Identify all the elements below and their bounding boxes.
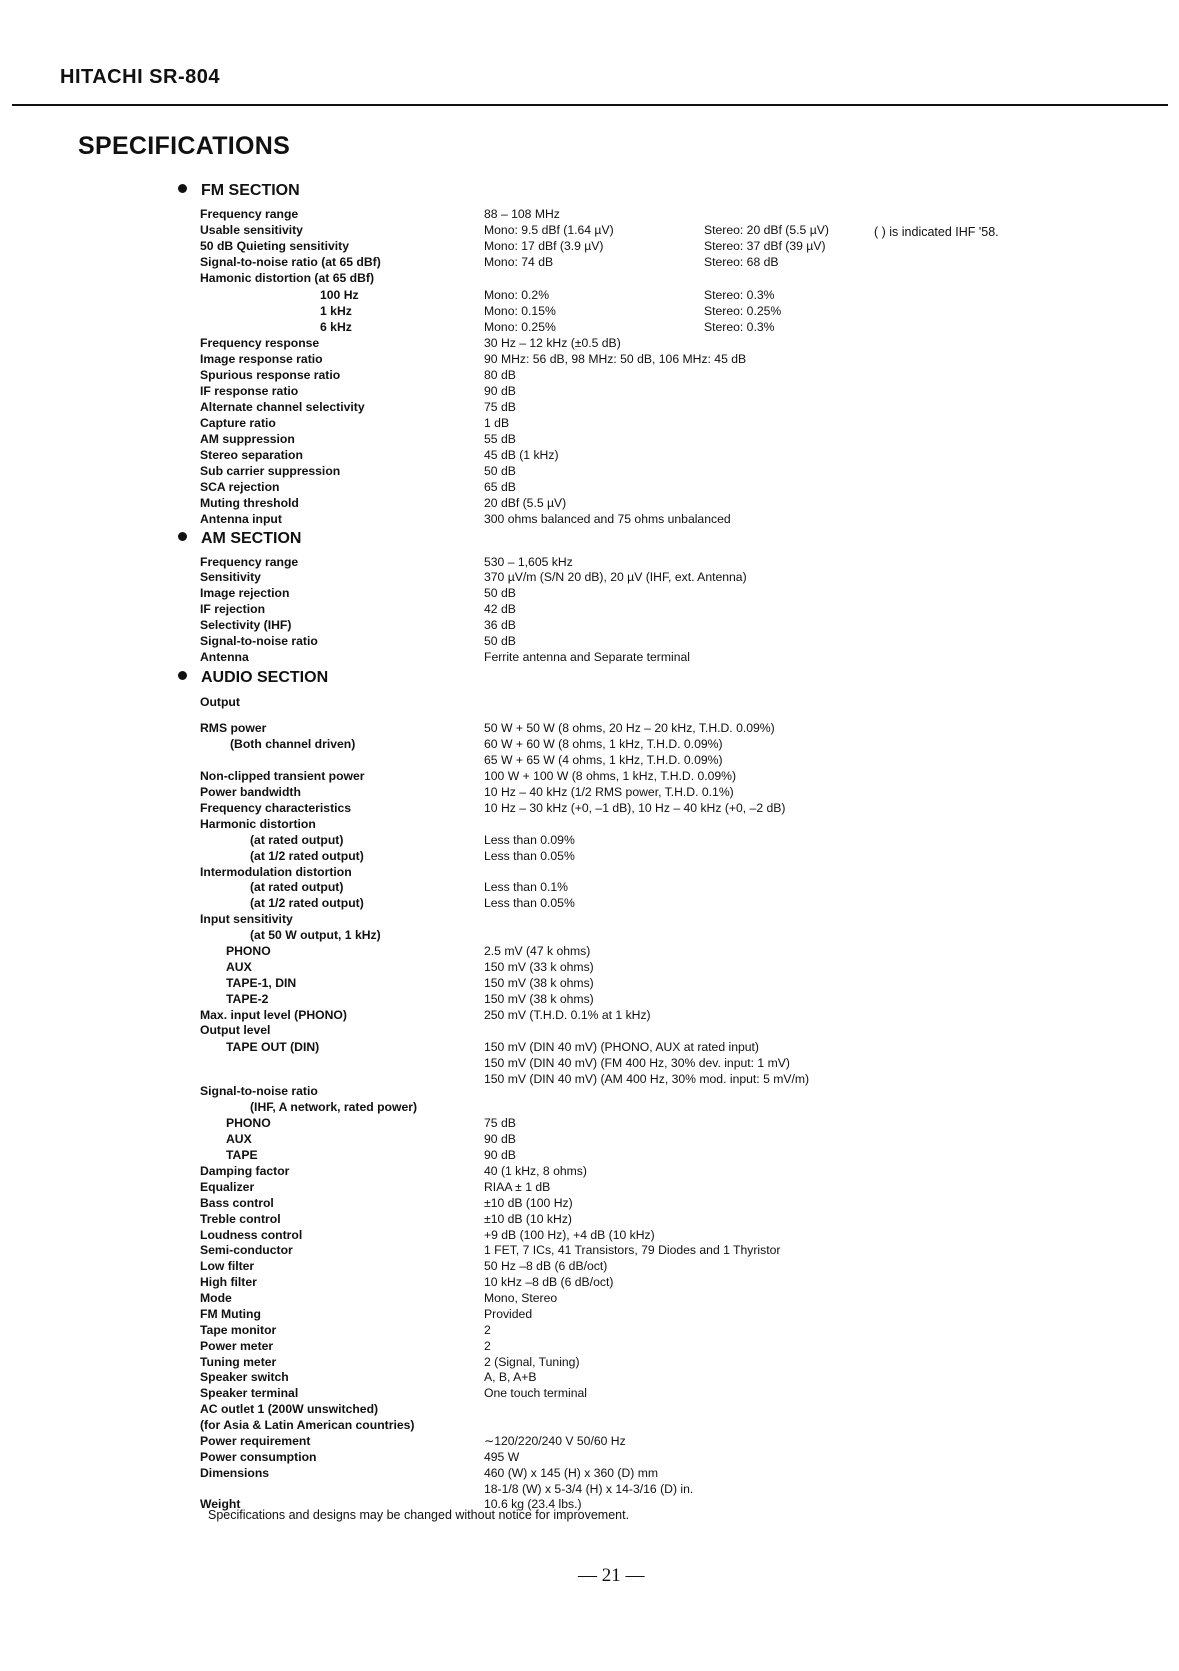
spec-label: Muting threshold <box>200 496 299 510</box>
spec-label: Mode <box>200 1291 232 1305</box>
bullet-icon <box>178 184 187 193</box>
spec-label: Sub carrier suppression <box>200 464 341 478</box>
spec-label: AM suppression <box>200 432 295 446</box>
spec-value: 2 <box>484 1323 491 1337</box>
spec-label: Signal-to-noise ratio (at 65 dBf) <box>200 255 381 269</box>
spec-label: IF response ratio <box>200 384 299 398</box>
spec-value: 30 Hz – 12 kHz (±0.5 dB) <box>484 336 621 350</box>
spec-label: Alternate channel selectivity <box>200 400 365 414</box>
spec-label: Selectivity (IHF) <box>200 618 292 632</box>
spec-label: Max. input level (PHONO) <box>200 1008 347 1022</box>
spec-label: Power meter <box>200 1339 274 1353</box>
spec-label: Frequency characteristics <box>200 801 352 815</box>
spec-value: 20 dBf (5.5 µV) <box>484 496 567 510</box>
spec-label: Power consumption <box>200 1450 317 1464</box>
spec-value: 75 dB <box>484 400 516 414</box>
spec-label: Sensitivity <box>200 570 261 584</box>
spec-value: 370 µV/m (S/N 20 dB), 20 µV (IHF, ext. Antenna) <box>484 570 747 584</box>
spec-value-stereo: Stereo: 0.3% <box>704 288 775 302</box>
spec-label: Hamonic distortion (at 65 dBf) <box>200 271 375 285</box>
bullet-icon <box>178 532 187 541</box>
bullet-icon <box>178 671 187 680</box>
spec-label: SCA rejection <box>200 480 280 494</box>
spec-value: 2 <box>484 1339 491 1353</box>
audio-section-title <box>178 669 328 687</box>
spec-label: Signal-to-noise ratio <box>200 634 318 648</box>
spec-value: 50 dB <box>484 586 516 600</box>
spec-value: 10 Hz – 40 kHz (1/2 RMS power, T.H.D. 0.1%) <box>484 785 734 799</box>
spec-label: Non-clipped transient power <box>200 769 365 783</box>
spec-label: TAPE OUT (DIN) <box>226 1040 320 1054</box>
spec-label: Speaker switch <box>200 1370 289 1384</box>
spec-value: 250 mV (T.H.D. 0.1% at 1 kHz) <box>484 1008 651 1022</box>
spec-label: Capture ratio <box>200 416 276 430</box>
spec-label: IF rejection <box>200 602 266 616</box>
spec-value: 90 dB <box>484 1148 516 1162</box>
spec-label: Tape monitor <box>200 1323 277 1337</box>
spec-value-stereo: Stereo: 0.25% <box>704 304 782 318</box>
spec-label: Weight <box>200 1497 241 1511</box>
spec-label: Harmonic distortion <box>200 817 316 831</box>
spec-value: ∼120/220/240 V 50/60 Hz <box>484 1434 626 1448</box>
spec-value: ±10 dB (100 Hz) <box>484 1196 573 1210</box>
spec-label: Image rejection <box>200 586 290 600</box>
spec-label: (for Asia & Latin American countries) <box>200 1418 415 1432</box>
spec-label: Frequency range <box>200 207 299 221</box>
spec-label: (at rated output) <box>250 833 344 847</box>
spec-value: 10.6 kg (23.4 lbs.) <box>484 1497 582 1511</box>
spec-value: 460 (W) x 145 (H) x 360 (D) mm <box>484 1466 659 1480</box>
spec-label: TAPE-1, DIN <box>226 976 297 990</box>
spec-value: 40 (1 kHz, 8 ohms) <box>484 1164 587 1178</box>
spec-value: Ferrite antenna and Separate terminal <box>484 650 690 664</box>
spec-value: 80 dB <box>484 368 516 382</box>
spec-value: 18-1/8 (W) x 5-3/4 (H) x 14-3/16 (D) in. <box>484 1482 694 1496</box>
spec-value: RIAA ± 1 dB <box>484 1180 551 1194</box>
spec-value: 42 dB <box>484 602 516 616</box>
spec-value-stereo: Stereo: 37 dBf (39 µV) <box>704 239 826 253</box>
spec-value: 150 mV (38 k ohms) <box>484 992 594 1006</box>
spec-label: Stereo separation <box>200 448 303 462</box>
spec-label: TAPE <box>226 1148 258 1162</box>
spec-label: PHONO <box>226 1116 271 1130</box>
spec-value: 50 dB <box>484 634 516 648</box>
spec-value: Less than 0.05% <box>484 849 575 863</box>
spec-label: Antenna input <box>200 512 282 526</box>
spec-label: PHONO <box>226 944 271 958</box>
spec-value: 45 dB (1 kHz) <box>484 448 559 462</box>
spec-value: 495 W <box>484 1450 520 1464</box>
spec-label: AC outlet 1 (200W unswitched) <box>200 1402 379 1416</box>
spec-label: Speaker terminal <box>200 1386 299 1400</box>
spec-label: Semi-conductor <box>200 1243 293 1257</box>
am-section-label: AM SECTION <box>201 530 302 547</box>
fm-section-title <box>178 182 300 200</box>
spec-label: (Both channel driven) <box>230 737 356 751</box>
spec-label: Low filter <box>200 1259 255 1273</box>
spec-value: ±10 dB (10 kHz) <box>484 1212 572 1226</box>
spec-label: High filter <box>200 1275 257 1289</box>
spec-label: Spurious response ratio <box>200 368 341 382</box>
spec-value: 150 mV (DIN 40 mV) (AM 400 Hz, 30% mod. input: 5 mV/m) <box>484 1072 810 1086</box>
spec-value: Mono: 74 dB <box>484 255 554 269</box>
spec-label: Bass control <box>200 1196 274 1210</box>
spec-label: Intermodulation distortion <box>200 865 352 879</box>
spec-value: 65 dB <box>484 480 516 494</box>
spec-label: 6 kHz <box>320 320 352 334</box>
spec-value: Mono: 0.25% <box>484 320 556 334</box>
spec-label: Signal-to-noise ratio <box>200 1084 318 1098</box>
spec-label: (at 1/2 rated output) <box>250 849 364 863</box>
fm-section-label: FM SECTION <box>201 182 300 199</box>
spec-label: Treble control <box>200 1212 281 1226</box>
spec-value: Mono: 17 dBf (3.9 µV) <box>484 239 604 253</box>
spec-value: A, B, A+B <box>484 1370 537 1384</box>
spec-value: Less than 0.05% <box>484 896 575 910</box>
spec-value: 50 W + 50 W (8 ohms, 20 Hz – 20 kHz, T.H.D. 0.09%) <box>484 721 775 735</box>
spec-value-stereo: Stereo: 68 dB <box>704 255 779 269</box>
page-header <box>12 66 1168 106</box>
spec-value: Less than 0.09% <box>484 833 575 847</box>
spec-value: 65 W + 65 W (4 ohms, 1 kHz, T.H.D. 0.09%) <box>484 753 723 767</box>
spec-value: 150 mV (DIN 40 mV) (PHONO, AUX at rated input) <box>484 1040 759 1054</box>
spec-value: 300 ohms balanced and 75 ohms unbalanced <box>484 512 731 526</box>
spec-value: 75 dB <box>484 1116 516 1130</box>
spec-value: One touch terminal <box>484 1386 587 1400</box>
spec-value: 150 mV (33 k ohms) <box>484 960 594 974</box>
spec-value: Less than 0.1% <box>484 880 569 894</box>
spec-value: 50 dB <box>484 464 516 478</box>
spec-label: FM Muting <box>200 1307 261 1321</box>
spec-value: 88 – 108 MHz <box>484 207 560 221</box>
spec-label: (IHF, A network, rated power) <box>250 1100 418 1114</box>
audio-section-label: AUDIO SECTION <box>201 669 329 686</box>
page-number: — 21 — <box>578 1565 645 1586</box>
spec-value: 100 W + 100 W (8 ohms, 1 kHz, T.H.D. 0.09%) <box>484 769 737 783</box>
spec-value: 1 FET, 7 ICs, 41 Transistors, 79 Diodes and 1 Thyristor <box>484 1243 781 1257</box>
spec-value: 55 dB <box>484 432 516 446</box>
spec-value-stereo: Stereo: 20 dBf (5.5 µV) <box>704 223 829 237</box>
spec-value: 36 dB <box>484 618 516 632</box>
spec-value: 10 Hz – 30 kHz (+0, –1 dB), 10 Hz – 40 kHz (+0, –2 dB) <box>484 801 786 815</box>
spec-value: 150 mV (DIN 40 mV) (FM 400 Hz, 30% dev. input: 1 mV) <box>484 1056 790 1070</box>
spec-label: (at 1/2 rated output) <box>250 896 364 910</box>
spec-value: Provided <box>484 1307 533 1321</box>
spec-label: Frequency response <box>200 336 320 350</box>
spec-label: AUX <box>226 960 252 974</box>
spec-label: (at 50 W output, 1 kHz) <box>250 928 381 942</box>
spec-label: TAPE-2 <box>226 992 269 1006</box>
model-title: HITACHI SR-804 <box>60 66 220 88</box>
spec-label: Dimensions <box>200 1466 270 1480</box>
spec-value: 10 kHz –8 dB (6 dB/oct) <box>484 1275 614 1289</box>
footnote: Specifications and designs may be changed without notice for improvement. <box>208 1508 630 1522</box>
spec-label: 1 kHz <box>320 304 352 318</box>
spec-label: Input sensitivity <box>200 912 293 926</box>
spec-value: 1 dB <box>484 416 510 430</box>
spec-value: 530 – 1,605 kHz <box>484 555 573 569</box>
spec-label: Power bandwidth <box>200 785 301 799</box>
spec-label: Damping factor <box>200 1164 290 1178</box>
spec-label: Power requirement <box>200 1434 311 1448</box>
spec-value: Mono: 0.15% <box>484 304 556 318</box>
spec-label: Loudness control <box>200 1228 303 1242</box>
spec-value-stereo: Stereo: 0.3% <box>704 320 775 334</box>
am-section-title <box>178 530 301 548</box>
spec-value: 60 W + 60 W (8 ohms, 1 kHz, T.H.D. 0.09%) <box>484 737 723 751</box>
spec-value: Mono: 0.2% <box>484 288 550 302</box>
spec-label: 50 dB Quieting sensitivity <box>200 239 349 253</box>
spec-label: Tuning meter <box>200 1355 277 1369</box>
spec-value: Mono: 9.5 dBf (1.64 µV) <box>484 223 614 237</box>
ihf-note: ( ) is indicated IHF '58. <box>874 225 999 239</box>
spec-value: 150 mV (38 k ohms) <box>484 976 594 990</box>
spec-value: Mono, Stereo <box>484 1291 558 1305</box>
spec-value: 90 MHz: 56 dB, 98 MHz: 50 dB, 106 MHz: 45 dB <box>484 352 747 366</box>
spec-value: 2.5 mV (47 k ohms) <box>484 944 591 958</box>
spec-label: Image response ratio <box>200 352 323 366</box>
spec-label: AUX <box>226 1132 252 1146</box>
page-title: SPECIFICATIONS <box>78 132 291 160</box>
spec-label: Usable sensitivity <box>200 223 303 237</box>
spec-label: RMS power <box>200 721 267 735</box>
spec-label: (at rated output) <box>250 880 344 894</box>
spec-label: Equalizer <box>200 1180 255 1194</box>
spec-label: 100 Hz <box>320 288 359 302</box>
spec-value: 90 dB <box>484 384 516 398</box>
spec-value: 90 dB <box>484 1132 516 1146</box>
spec-value: 50 Hz –8 dB (6 dB/oct) <box>484 1259 608 1273</box>
spec-label: Output level <box>200 1023 271 1037</box>
spec-label: Output <box>200 695 240 709</box>
spec-value: 2 (Signal, Tuning) <box>484 1355 580 1369</box>
spec-label: Frequency range <box>200 555 299 569</box>
spec-label: Antenna <box>200 650 249 664</box>
spec-value: +9 dB (100 Hz), +4 dB (10 kHz) <box>484 1228 655 1242</box>
